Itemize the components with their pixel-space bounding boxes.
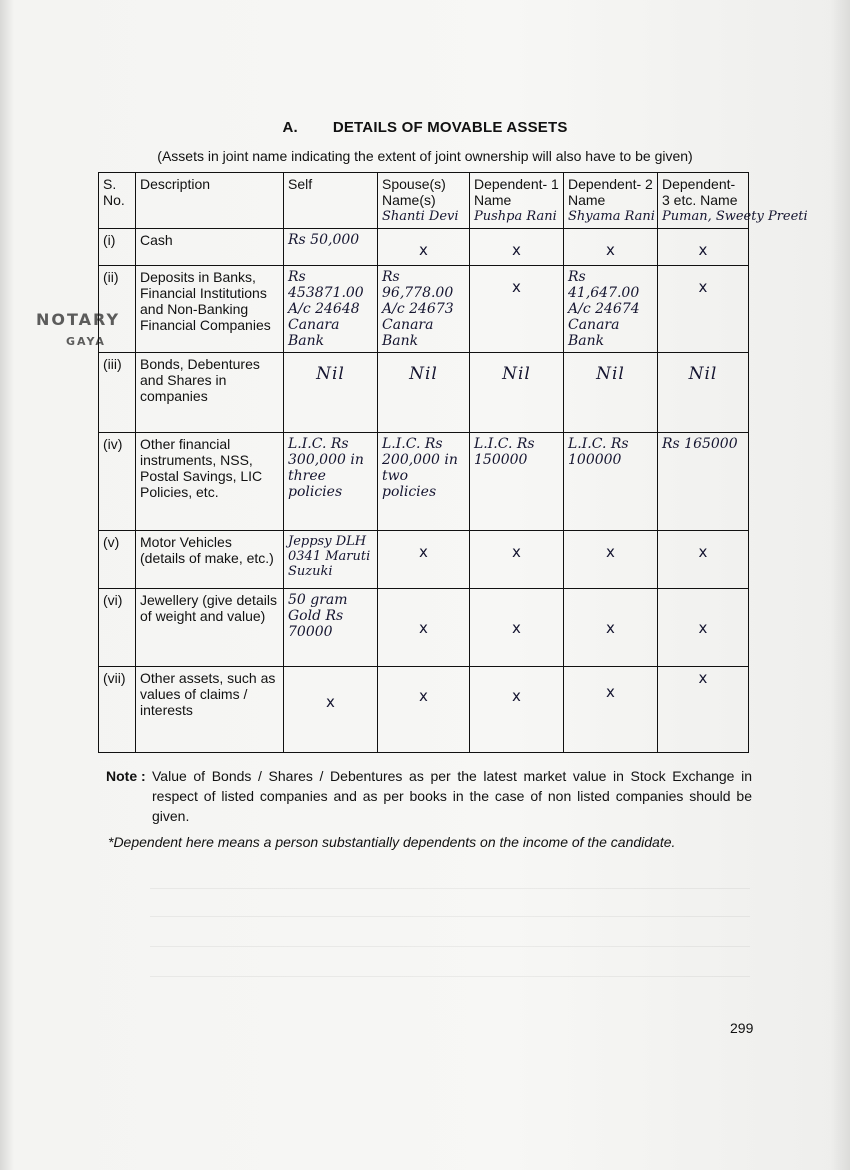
spouse-value: Rs 96,778.00 A/c 24673 Canara Bank	[378, 266, 470, 353]
page-shadow	[830, 0, 850, 1170]
section-title: DETAILS OF MOVABLE ASSETS	[332, 119, 568, 136]
cross-mark: x	[512, 543, 521, 561]
dependent-2-value: Nil	[596, 364, 625, 384]
self-value: Rs 453871.00 A/c 24648 Canara Bank	[284, 266, 378, 353]
cross-mark: x	[698, 669, 708, 687]
spouse-name: Shanti Devi	[382, 209, 459, 224]
dependent-2-cell	[564, 589, 658, 667]
row-sno: (vii)	[99, 667, 136, 753]
table-row	[99, 667, 749, 753]
cross-mark: x	[698, 619, 708, 637]
self-value: Nil	[316, 364, 345, 384]
header-dependent-3-label: Dependent- 3 etc. Name	[662, 176, 738, 208]
dependent-1-name: Pushpa Rani	[474, 209, 557, 224]
header-description: Description	[136, 173, 284, 229]
header-sno: S. No.	[99, 173, 136, 229]
row-description: Deposits in Banks, Financial Institutions and Non-Banking Financial Companies	[136, 266, 284, 353]
table-row	[99, 353, 749, 433]
cross-mark: x	[419, 543, 428, 561]
row-description: Jewellery (give details of weight and value)	[136, 589, 284, 667]
dependent-1-cell	[470, 353, 564, 433]
cross-mark: x	[698, 543, 708, 561]
dependent-3-cell	[658, 589, 749, 667]
dependent-1-value: L.I.C. Rs 150000	[470, 433, 564, 531]
dependent-3-value: Rs 165000	[658, 433, 749, 531]
dependent-1-cell	[470, 667, 564, 753]
self-cell	[284, 667, 378, 753]
dependent-3-cell	[658, 229, 749, 266]
spouse-cell	[378, 229, 470, 266]
row-sno: (ii)	[99, 266, 136, 353]
row-sno: (i)	[99, 229, 136, 266]
note-label: Note :	[106, 768, 146, 784]
dependent-2-cell	[564, 531, 658, 589]
note-block	[106, 766, 754, 826]
cross-mark: x	[512, 619, 521, 637]
cross-mark: x	[419, 687, 428, 705]
row-sno: (vi)	[99, 589, 136, 667]
row-description: Other assets, such as values of claims / interests	[136, 667, 284, 753]
section-heading	[0, 119, 850, 136]
row-sno: (iv)	[99, 433, 136, 531]
cross-mark: x	[512, 241, 521, 259]
section-subtitle: (Assets in joint name indicating the extent of joint ownership will also have to be given)	[157, 148, 693, 164]
header-dependent-2-label: Dependent- 2 Name	[568, 176, 653, 208]
row-description: Other financial instruments, NSS, Postal Savings, LIC Policies, etc.	[136, 433, 284, 531]
cross-mark: x	[698, 278, 708, 296]
spouse-cell	[378, 531, 470, 589]
cross-mark: x	[512, 278, 521, 296]
cross-mark: x	[326, 693, 335, 711]
section-letter: A.	[282, 119, 298, 136]
row-description: Cash	[136, 229, 284, 266]
dependent-1-cell	[470, 531, 564, 589]
header-row	[99, 173, 749, 229]
stamp-line-2: GAYA	[66, 335, 106, 348]
self-cell	[284, 353, 378, 433]
cross-mark: x	[698, 241, 708, 259]
table-row	[99, 589, 749, 667]
note-text: Value of Bonds / Shares / Debentures as per the latest market value in Stock Exchange in respect of listed companies and as per books in the case of non listed companies should be given.	[152, 768, 752, 824]
dependent-2-cell	[564, 353, 658, 433]
cross-mark: x	[419, 241, 428, 259]
dependent-2-value: Rs 41,647.00 A/c 24674 Canara Bank	[564, 266, 658, 353]
header-dependent-3	[658, 173, 808, 229]
cross-mark: x	[606, 619, 615, 637]
table-row	[99, 433, 749, 531]
self-value: L.I.C. Rs 300,000 in three policies	[284, 433, 378, 531]
spouse-value: L.I.C. Rs 200,000 in two policies	[378, 433, 470, 531]
stamp-line-1: NOTARY	[36, 310, 121, 329]
dependent-1-cell	[470, 229, 564, 266]
movable-assets-table	[98, 172, 808, 753]
table-row	[99, 531, 749, 589]
cross-mark: x	[606, 543, 615, 561]
table-row	[99, 266, 749, 353]
self-value: Jeppsy DLH 0341 Maruti Suzuki	[284, 531, 378, 589]
self-value: 50 gram Gold Rs 70000	[284, 589, 378, 667]
self-value: Rs 50,000	[284, 229, 378, 266]
header-spouse	[378, 173, 470, 229]
header-self: Self	[284, 173, 378, 229]
dependent-1-cell	[470, 266, 564, 353]
dependent-2-cell	[564, 667, 658, 753]
dependent-2-value: L.I.C. Rs 100000	[564, 433, 658, 531]
row-sno: (v)	[99, 531, 136, 589]
page-number: 299	[730, 1020, 754, 1036]
dependent-3-cell	[658, 266, 749, 353]
header-dependent-1	[470, 173, 564, 229]
header-spouse-label: Spouse(s) Name(s)	[382, 176, 446, 208]
cross-mark: x	[419, 619, 428, 637]
dependent-3-value: Nil	[688, 364, 718, 384]
dependent-2-cell	[564, 229, 658, 266]
dependent-3-cell	[658, 353, 749, 433]
row-description: Motor Vehicles (details of make, etc.)	[136, 531, 284, 589]
dependent-footnote: *Dependent here means a person substantially dependents on the income of the candidate.	[108, 834, 676, 850]
cross-mark: x	[512, 687, 521, 705]
row-sno: (iii)	[99, 353, 136, 433]
dependent-3-name: Puman, Sweety Preeti	[662, 209, 808, 224]
spouse-cell	[378, 353, 470, 433]
spouse-cell	[378, 667, 470, 753]
dependent-1-value: Nil	[502, 364, 531, 384]
spouse-value: Nil	[409, 364, 438, 384]
cross-mark: x	[606, 241, 615, 259]
dependent-3-cell	[658, 667, 749, 753]
spouse-cell	[378, 589, 470, 667]
dependent-1-cell	[470, 589, 564, 667]
row-description: Bonds, Debentures and Shares in companies	[136, 353, 284, 433]
dependent-2-name: Shyama Rani	[568, 209, 655, 224]
table-row	[99, 229, 749, 266]
dependent-3-cell	[658, 531, 749, 589]
header-dependent-2	[564, 173, 658, 229]
cross-mark: x	[606, 683, 615, 701]
header-dependent-1-label: Dependent- 1 Name	[474, 176, 559, 208]
